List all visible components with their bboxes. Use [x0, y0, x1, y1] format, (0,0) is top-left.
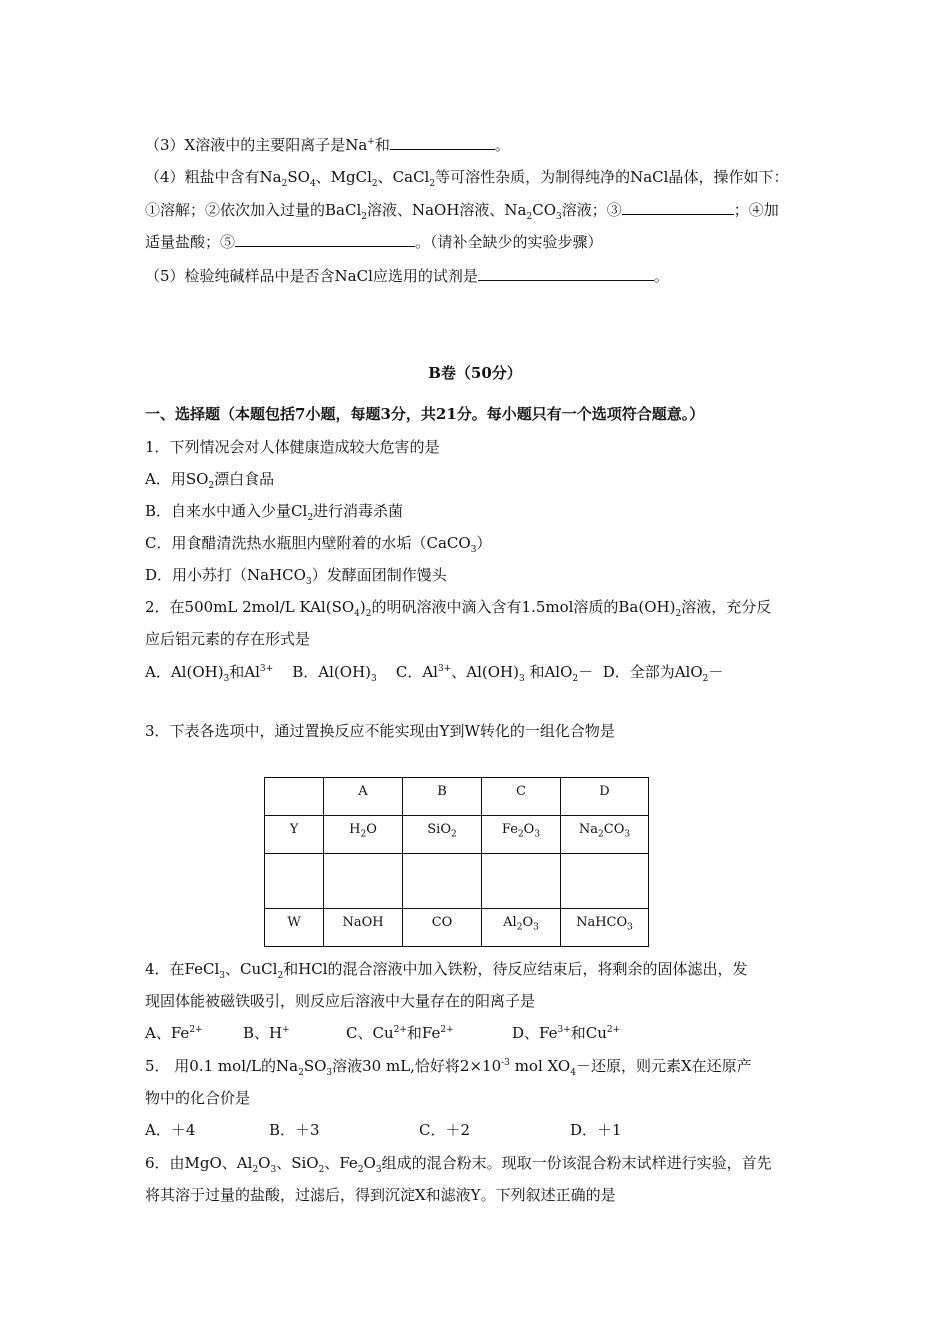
q4-partA-line2: ①溶解；②依次加入过量的BaCl$_2$溶液、NaOH溶液、$Na_2CO_3$溶液；③ ；④加 — [145, 201, 779, 222]
q2-stem-line2: 应后铝元素的存在形式是 — [145, 630, 311, 648]
table-cell: NaOH — [324, 909, 403, 947]
table-cell: $Al_2O_3$ — [482, 909, 561, 947]
q4-stem-line1: 4．在FeCl$_3$、CuCl$_2$和HCl的混合溶液中加入铁粉，待反应结束后，将剩余的固体滤出，发 — [145, 960, 748, 981]
q4-partA-line1: （4）粗盐中含有$Na_2SO_4$、MgCl$_2$、CaCl$_2$等可溶性杂质，为制得纯净的NaCl晶体，操作如下： — [145, 168, 789, 189]
q5-options: A．＋4 B．＋3 C．＋2 D．＋1 — [145, 1121, 622, 1139]
answer-blank[interactable] — [390, 135, 495, 150]
q1-option-b: B．自来水中通入少量$Cl_2$进行消毒杀菌 — [145, 502, 404, 523]
table-cell: $Fe_2O_3$ — [482, 816, 561, 854]
table-header-cell: B — [403, 778, 482, 816]
q1-option-c: C．用食醋清洗热水瓶胆内壁附着的水垢（CaCO$_3$） — [145, 534, 492, 555]
q2-options: A．$Al(OH)_3$和$Al^{3+}$ B．$Al(OH)_3$ C．$Al^{3+}$、$Al(OH)_3$ 和AlO$_2$－ D．全部为AlO$_2$－ — [145, 663, 724, 684]
q6-stem-line2: 将其溶于过量的盐酸，过滤后，得到沉淀X和滤液Y。下列叙述正确的是 — [145, 1186, 616, 1204]
q4-stem-line2: 现固体能被磁铁吸引，则反应后溶液中大量存在的阳离子是 — [145, 992, 536, 1010]
q5-partA-line: （5）检验纯碱样品中是否含NaCl应选用的试剂是 。 — [145, 267, 669, 285]
table-cell: NaHCO$_3$ — [561, 909, 649, 947]
q1-stem: 1．下列情况会对人体健康造成较大危害的是 — [145, 438, 440, 456]
q1-option-a: A．用$SO_2$漂白食品 — [145, 470, 275, 491]
table-cell — [324, 854, 403, 909]
q2-stem-line1: 2．在500mL 2mol/L $KAl(SO_4)_2$的明矾溶液中滴入含有1.5mol溶质的$Ba(OH)_2$溶液，充分反 — [145, 598, 772, 619]
q6-stem-line1: 6．由MgO、$Al_2O_3$、SiO$_2$、$Fe_2O_3$组成的混合粉末。现取一份该混合粉末试样进行实验，首先 — [145, 1154, 772, 1175]
q3-partA-line: （3）X溶液中的主要阳离子是Na+和 。 — [145, 136, 510, 154]
table-cell — [403, 854, 482, 909]
table-header-cell: C — [482, 778, 561, 816]
section-b-title: B卷（50分） — [428, 364, 522, 382]
row-label-w: W — [265, 909, 324, 947]
table-cell: SiO$_2$ — [403, 816, 482, 854]
table-cell — [482, 854, 561, 909]
q1-option-d: D．用小苏打（NaHCO$_3$）发酵面团制作馒头 — [145, 566, 447, 587]
q5-stem-line1: 5． 用0.1 mol/L的$Na_2SO_3$溶液30 mL,恰好将$2\times 10^{-3}$ mol $XO_4-$还原，则元素X在还原产 — [145, 1057, 752, 1078]
row-label-y: Y — [265, 816, 324, 854]
q4-partA-line3: 适量盐酸；⑤ 。（请补全缺少的实验步骤） — [145, 233, 603, 251]
section-heading: 一、选择题（本题包括7小题，每题3分，共21分。每小题只有一个选项符合题意。） — [145, 405, 705, 423]
q3-stem: 3．下表各选项中，通过置换反应不能实现由Y到W转化的一组化合物是 — [145, 722, 615, 740]
table-cell: $H_2O$ — [324, 816, 403, 854]
table-header-cell: D — [561, 778, 649, 816]
answer-blank[interactable] — [235, 232, 415, 247]
table-header-cell — [265, 778, 324, 816]
answer-blank[interactable] — [478, 266, 654, 281]
conversion-table — [264, 777, 649, 947]
answer-blank[interactable] — [622, 200, 734, 215]
q4-options: A、$Fe^{2+}$ B、H+ C、$Cu^{2+}$和$Fe^{2+}$ D、$Fe^{3+}$和$Cu^{2+}$ — [145, 1024, 621, 1042]
table-cell — [265, 854, 324, 909]
q5-stem-line2: 物中的化合价是 — [145, 1089, 251, 1107]
table-cell — [561, 854, 649, 909]
table-header-cell: A — [324, 778, 403, 816]
table-cell: $Na_2CO_3$ — [561, 816, 649, 854]
table-cell: CO — [403, 909, 482, 947]
